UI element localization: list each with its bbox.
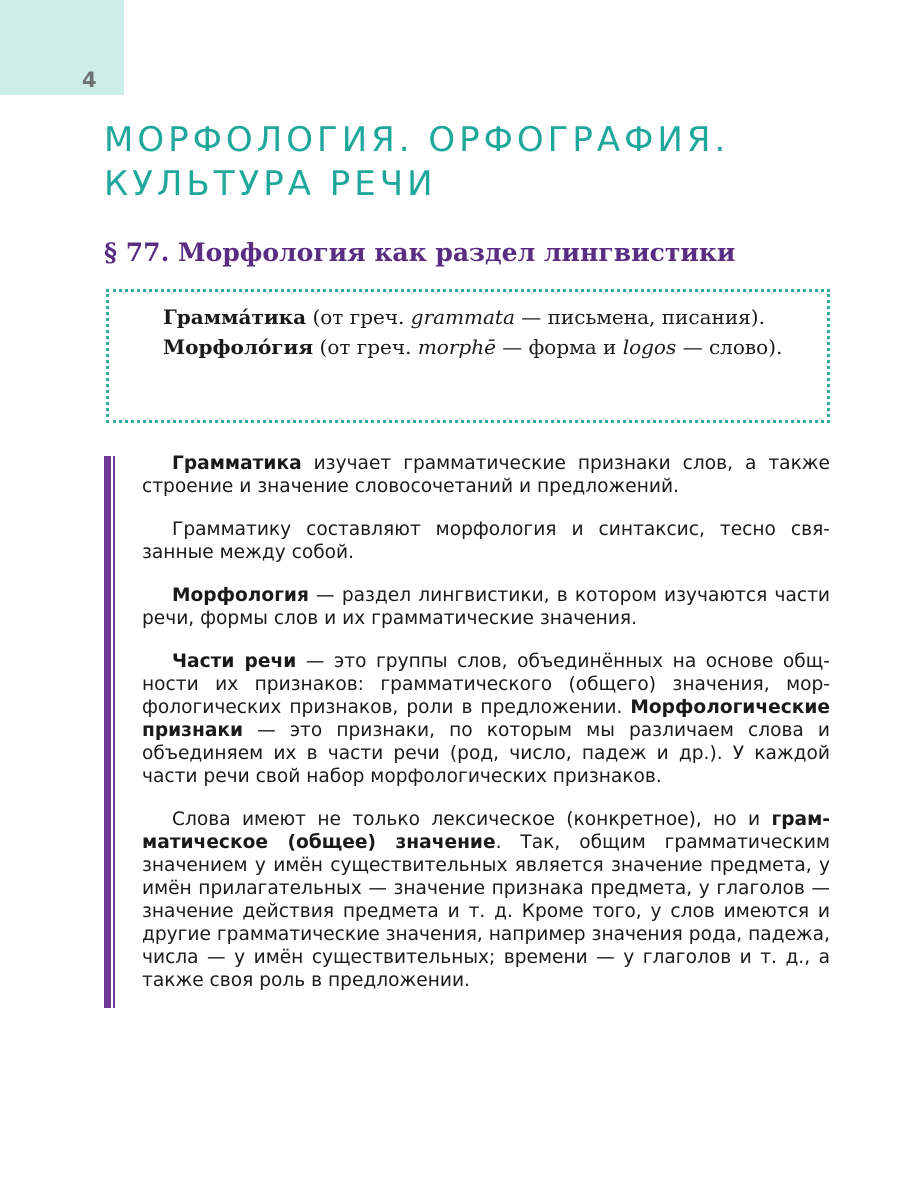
etymology-foreign-word: logos: [622, 335, 677, 359]
etymology-entry: [137, 332, 803, 362]
etymology-text: (от греч.: [313, 335, 418, 359]
paragraph-text: . Так, общим грамматическим значением у имён существительных является значение предмета, у имён прилагательных — значение признака предмета, у глаголов — значение действия предмета и т. д. Кроме того, у слов имеются и другие грамматические значения, например значения рода, падежа, числа — у имён существительных; времени — у глаголов и т. д., а также своя роль в предложении.: [142, 832, 830, 991]
paragraph-text: изучает грамматические признаки слов, а также строение и значение словосочетаний и предложений.: [142, 453, 830, 497]
chapter-title-line: МОРФОЛОГИЯ. ОРФОГРАФИЯ.: [104, 120, 730, 160]
bold-term: Грамматика: [172, 453, 302, 474]
bold-term: грамматическое (общее) значение: [142, 809, 830, 853]
chapter-title: [104, 118, 729, 206]
section-heading: § 77. Морфология как раздел лингвистики: [104, 238, 736, 267]
paragraph: [142, 452, 830, 498]
corner-decoration: [0, 0, 124, 95]
bold-term: Части речи: [172, 651, 297, 672]
sidebar-rule-thick: [104, 456, 111, 1008]
etymology-foreign-word: grammata: [410, 305, 515, 329]
paragraph-text: Слова имеют не только лексическое (конкретное), но и: [172, 809, 772, 830]
sidebar-rule-thin: [113, 456, 115, 1008]
paragraph: [142, 518, 830, 564]
bold-term: Морфологические признаки: [142, 697, 830, 741]
etymology-entry: [137, 302, 803, 332]
etymology-term: Морфоло́гия: [163, 335, 314, 359]
chapter-title-line: КУЛЬТУРА РЕЧИ: [104, 164, 437, 204]
etymology-foreign-word: morphē: [417, 335, 496, 359]
etymology-term: Грамма́тика: [163, 305, 307, 329]
paragraph-text: Грамматику составляют морфология и синтаксис, тесно связанные между собой.: [142, 519, 830, 563]
etymology-text: (от греч.: [306, 305, 411, 329]
etymology-text: — форма и: [495, 335, 623, 359]
etymology-text: — письмена, писания).: [514, 305, 765, 329]
paragraph: [142, 650, 830, 788]
etymology-box: [106, 289, 830, 423]
paragraph-text: — это группы слов, объединённых на основе общности их признаков: грамматического (общего) значения, морфологических признаков, роли в предложении.: [142, 651, 830, 718]
etymology-text: — слово).: [676, 335, 783, 359]
bold-term: Морфология: [172, 585, 309, 606]
paragraph: [142, 808, 830, 992]
paragraph: [142, 584, 830, 630]
page-number: 4: [82, 68, 97, 92]
theory-text: [142, 452, 830, 1012]
paragraph-text: — раздел лингвистики, в котором изучаются части речи, формы слов и их грамматические значения.: [142, 585, 830, 629]
theory-sidebar-rule: [104, 456, 116, 1008]
paragraph-text: — это признаки, по которым мы различаем слова и объединяем их в части речи (род, число, падеж и др.). У каждой части речи свой набор морфологических признаков.: [142, 720, 830, 787]
